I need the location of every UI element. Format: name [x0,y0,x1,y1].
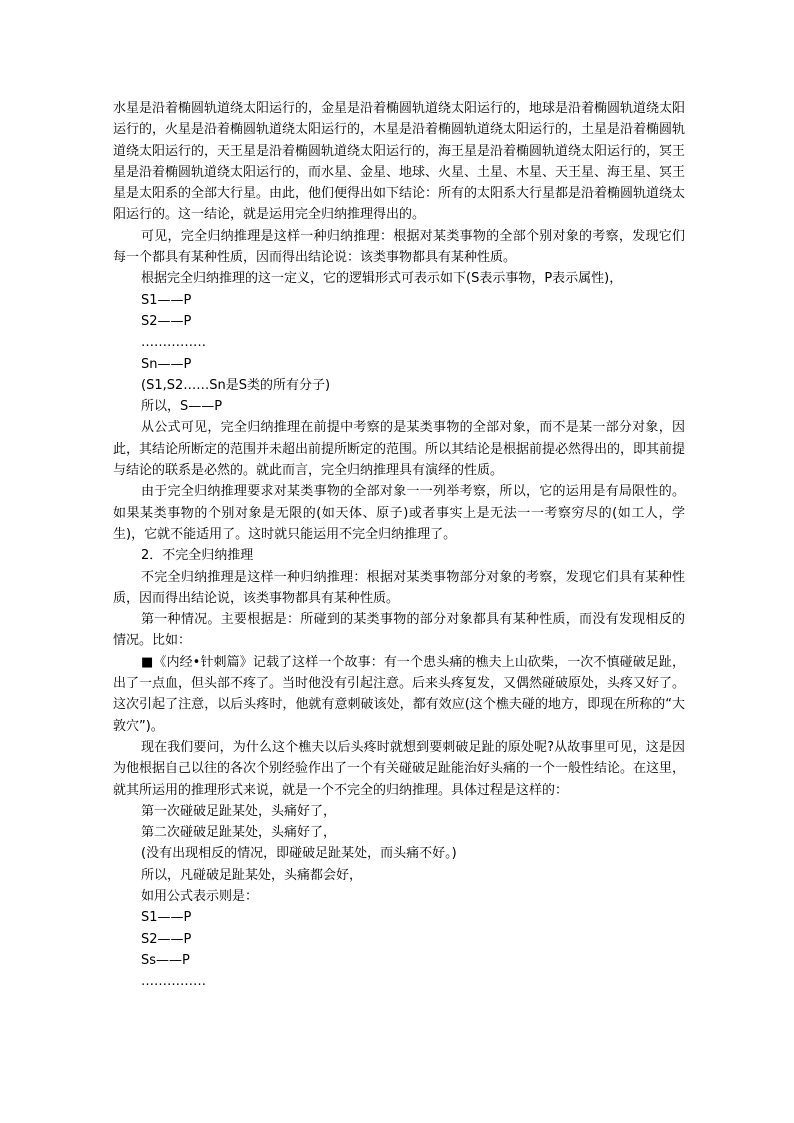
example-conclusion: 所以，凡碰破足趾某处，头痛都会好， [141,867,363,883]
section-heading-incomplete-induction: 2．不完全归纳推理 [141,548,254,564]
example-note: (没有出现相反的情况，即碰破足趾某处，而头痛不好。) [141,846,457,862]
formula-ellipsis: …………… [141,974,206,990]
formula-line: S2——P [141,313,192,329]
paragraph-complete-induction-definition: 可见，完全归纳推理是这样一种归纳推理：根据对某类事物的全部个别对象的考察，发现它们每一个都具有某种性质，因而得出结论说：该类事物都具有某种性质。 [113,228,685,266]
paragraph-story-analysis: 现在我们要问，为什么这个樵夫以后头疼时就想到要刺破足趾的原处呢?从故事里可见，这是因为他根据自己以往的各次个别经验作出了一个有关碰破足趾能治好头痛的一个一般性结论。在这里，就其所运用的推理形式来说，就是一个不完全的归纳推理。具体过程是这样的： [113,739,686,798]
formula-ellipsis: …………… [141,335,206,351]
formula-line: Ss——P [141,952,190,968]
formula-intro: 如用公式表示则是： [141,888,259,904]
formula-line: Sn——P [141,356,192,372]
formula-line: S1——P [141,292,192,308]
paragraph-formula-explanation: 从公式可见，完全归纳推理在前提中考察的是某类事物的全部对象，而不是某一部分对象，因此，其结论所断定的范围并未超出前提所断定的范围。所以其结论是根据前提必然得出的，即其前提与结论的联系是必然的。就此而言，完全归纳推理具有演绎的性质。 [113,420,686,479]
paragraph-planets: 水星是沿着椭圆轨道绕太阳运行的，金星是沿着椭圆轨道绕太阳运行的，地球是沿着椭圆轨道绕太阳运行的，火星是沿着椭圆轨道绕太阳运行的，木星是沿着椭圆轨道绕太阳运行的，土星是沿着椭圆轨道绕太阳运行的，天王星是沿着椭圆轨道绕太阳运行的，海王星是沿着椭圆轨道绕太阳运行的，冥王星是沿着椭圆轨道绕太阳运行的，而水星、金星、地球、火星、土星、木星、天王星、海王星、冥王星是太阳系的全部大行星。由此，他们便得出如下结论：所有的太阳系大行星都是沿着椭圆轨道绕太阳运行的。这一结论，就是运用完全归纳推理得出的。 [113,101,686,223]
document-page [113,98,685,992]
example-line: 第一次碰破足趾某处，头痛好了， [141,803,337,819]
paragraph-logical-form-intro: 根据完全归纳推理的这一定义，它的逻辑形式可表示如下(S表示事物，P表示属性)， [141,271,623,287]
paragraph-first-case: 第一种情况。主要根据是：所碰到的某类事物的部分对象都具有某种性质，而没有发现相反的情况。比如： [113,612,685,649]
formula-note: (S1,S2……Sn是S类的所有分子) [141,377,331,393]
formula-line: S2——P [141,931,192,947]
paragraph-incomplete-induction-definition: 不完全归纳推理是这样一种归纳推理：根据对某类事物部分对象的考察，发现它们具有某种性质，因而得出结论说，该类事物都具有某种性质。 [113,569,685,606]
paragraph-limitation: 由于完全归纳推理要求对某类事物的全部对象一一列举考察，所以，它的运用是有局限性的。如果某类事物的个别对象是无限的(如天体、原子)或者事实上是无法一一考察穷尽的(如工人，学生)，它就不能适用了。这时就只能运用不完全归纳推理了。 [113,484,685,542]
example-line: 第二次碰破足趾某处，头痛好了， [141,825,337,841]
formula-conclusion: 所以，S——P [141,399,223,415]
paragraph-woodcutter-story: ■《内经•针刺篇》记载了这样一个故事：有一个患头痛的樵夫上山砍柴，一次不慎碰破足趾，出了一点血，但头部不疼了。当时他没有引起注意。后来头疼复发，又偶然碰破原处，头疼又好了。这次引起了注意，以后头疼时，他就有意刺破该处，都有效应(这个樵夫碰的地方，即现在所称的“大敦穴”)。 [113,654,686,734]
formula-line: S1——P [141,910,192,926]
